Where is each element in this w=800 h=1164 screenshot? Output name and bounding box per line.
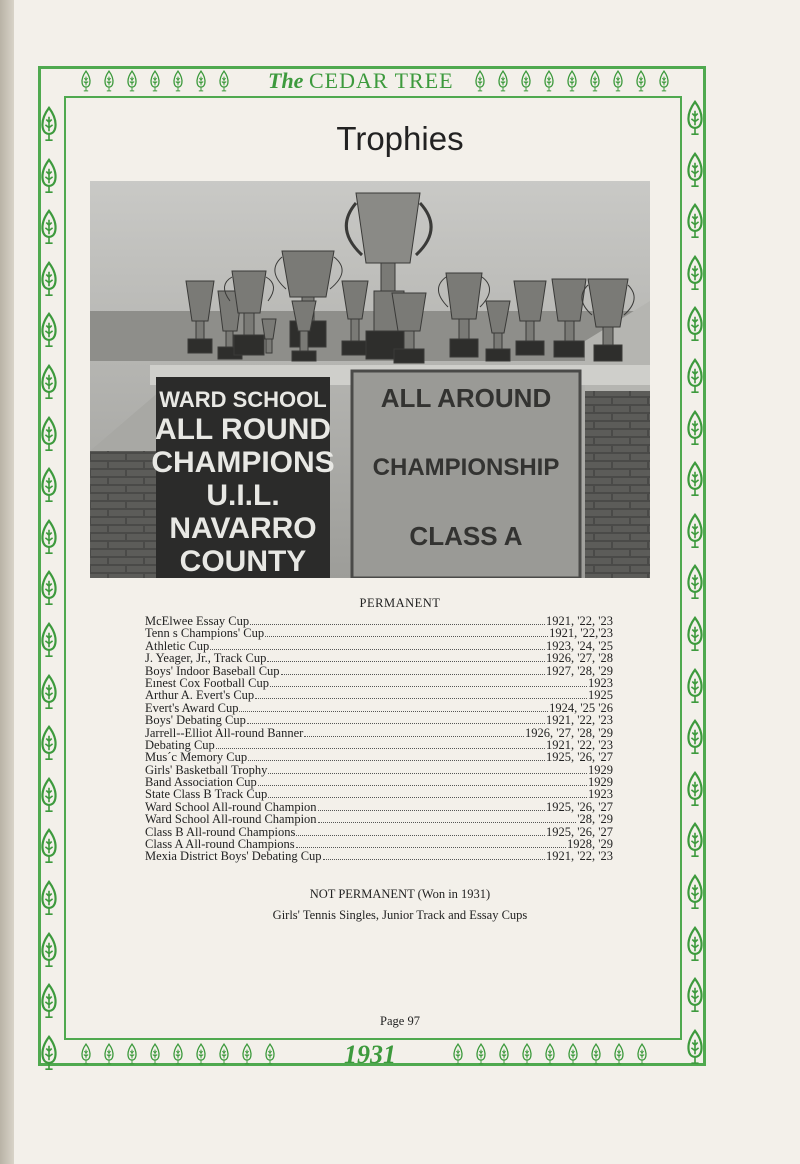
dot-leader <box>258 776 587 786</box>
cedar-tree-icon <box>40 209 58 245</box>
cedar-tree-icon <box>40 828 58 864</box>
cedar-tree-icon <box>686 564 704 600</box>
cedar-tree-icon <box>686 513 704 549</box>
cedar-tree-icon <box>686 977 704 1013</box>
dot-leader <box>304 727 524 737</box>
cedar-tree-icon <box>613 1043 625 1065</box>
trophy-years: 1923, '24, '25 <box>545 638 613 653</box>
running-header <box>268 68 454 96</box>
top-tree-row-right <box>474 70 670 92</box>
left-tree-column <box>40 106 58 1071</box>
cedar-tree-icon <box>40 158 58 194</box>
dot-leader <box>247 714 545 724</box>
cedar-tree-icon <box>40 725 58 761</box>
trophy-name: Eınest Cox Football Cup <box>145 675 269 690</box>
cedar-tree-icon <box>521 1043 533 1065</box>
trophy-name: Class A All-round Champions <box>145 837 295 852</box>
cedar-tree-icon <box>498 1043 510 1065</box>
trophy-name: State Class B Track Cup <box>145 787 268 802</box>
cedar-tree-icon <box>264 1043 276 1065</box>
cedar-tree-icon <box>566 70 578 92</box>
dot-leader <box>265 627 548 637</box>
cedar-tree-icon <box>636 1043 648 1065</box>
dot-leader <box>296 826 545 836</box>
trophy-row <box>145 788 613 800</box>
trophy-years: 1928, '29 <box>566 837 613 852</box>
banner-left-line: CHAMPIONS <box>151 446 335 479</box>
cedar-tree-icon <box>686 306 704 342</box>
banner-left-line: ALL ROUND <box>154 413 332 446</box>
cedar-tree-icon <box>686 358 704 394</box>
cedar-tree-icon <box>40 416 58 452</box>
bottom-tree-row-left <box>80 1043 276 1065</box>
banner-right-line: CHAMPIONSHIP <box>372 454 560 481</box>
trophy-name: Ward School All-round Champion <box>145 799 317 814</box>
cedar-tree-icon <box>686 822 704 858</box>
cedar-tree-icon <box>686 410 704 446</box>
not-permanent-text: Girls' Tennis Singles, Junior Track and Essay Cups <box>272 908 528 922</box>
cedar-tree-icon <box>40 932 58 968</box>
cedar-tree-icon <box>658 70 670 92</box>
cedar-tree-icon <box>686 1029 704 1065</box>
cedar-tree-icon <box>40 467 58 503</box>
cedar-tree-icon <box>686 461 704 497</box>
trophy-years: 1926, '27, '28 <box>545 651 613 666</box>
cedar-tree-icon <box>635 70 647 92</box>
top-tree-row-left <box>80 70 230 92</box>
cedar-tree-icon <box>686 668 704 704</box>
page-title: Trophies <box>336 120 464 157</box>
cedar-tree-icon <box>80 1043 92 1065</box>
dot-leader <box>239 702 548 712</box>
trophy-years: 1921, '22, '23 <box>545 614 613 628</box>
cedar-tree-icon <box>40 777 58 813</box>
trophy-name: Debating Cup <box>145 737 215 752</box>
cedar-tree-icon <box>567 1043 579 1065</box>
cedar-tree-icon <box>172 1043 184 1065</box>
cedar-tree-icon <box>149 70 161 92</box>
cedar-tree-icon <box>103 70 115 92</box>
trophy-years: 1926, '27, '28, '29 <box>524 725 613 740</box>
trophy-row <box>145 850 613 862</box>
cedar-tree-icon <box>686 203 704 239</box>
cedar-tree-icon <box>543 70 555 92</box>
dot-leader <box>268 788 587 798</box>
cedar-tree-icon <box>40 364 58 400</box>
banner-left-line: WARD SCHOOL <box>159 387 327 412</box>
trophy-name: Arthur A. Evert's Cup <box>145 688 255 703</box>
cedar-tree-icon <box>612 70 624 92</box>
dot-leader <box>296 838 566 848</box>
cedar-tree-icon <box>172 70 184 92</box>
trophy-years: 1923 <box>588 787 613 802</box>
trophy-row <box>145 627 613 639</box>
dot-leader <box>216 739 545 749</box>
header-cedar-tree: CEDAR TREE <box>308 68 454 93</box>
cedar-tree-icon <box>475 1043 487 1065</box>
cedar-tree-icon <box>195 70 207 92</box>
trophy-name: Jarrell--Elliot All-round Banner <box>145 725 304 740</box>
banner-right-line: CLASS A <box>409 521 523 551</box>
trophies-photo <box>90 181 650 578</box>
cedar-tree-icon <box>520 70 532 92</box>
trophy-years: 1925 <box>588 688 613 703</box>
cedar-tree-icon <box>241 1043 253 1065</box>
trophy-name: Boys' Indoor Baseball Cup <box>145 663 280 678</box>
trophy-years: 1921, '22,'23 <box>549 626 613 641</box>
dot-leader <box>318 801 545 811</box>
dot-leader <box>323 850 545 860</box>
trophy-years: 1925, '26, '27 <box>545 799 613 814</box>
trophy-years: 1924, '25 '26 <box>549 700 613 715</box>
trophy-row <box>145 689 613 701</box>
trophy-years: 1929 <box>588 762 613 777</box>
trophy-years: 1921, '22, '23 <box>545 849 613 864</box>
cedar-tree-icon <box>452 1043 464 1065</box>
trophy-name: Band Association Cup <box>145 775 257 790</box>
trophy-list <box>145 615 613 863</box>
trophy-row <box>145 727 613 739</box>
cedar-tree-icon <box>686 926 704 962</box>
cedar-tree-icon <box>544 1043 556 1065</box>
dot-leader <box>281 665 545 675</box>
trophy-row <box>145 813 613 825</box>
header-the: The <box>268 68 304 93</box>
page-number: Page 97 <box>380 1014 420 1028</box>
trophy-name: Class B All-round Champions <box>145 824 296 839</box>
trophy-name: Mexia District Boys' Debating Cup <box>145 849 322 864</box>
trophy-years: 1925, '26, '27 <box>545 824 613 839</box>
cedar-tree-icon <box>218 70 230 92</box>
cedar-tree-icon <box>590 1043 602 1065</box>
trophy-name: Evert's Award Cup <box>145 700 239 715</box>
cedar-tree-icon <box>40 674 58 710</box>
trophy-name: Tenn s Champions' Cup <box>145 626 265 641</box>
trophy-years: 1925, '26, '27 <box>545 750 613 765</box>
cedar-tree-icon <box>40 261 58 297</box>
cedar-tree-icon <box>686 255 704 291</box>
cedar-tree-icon <box>80 70 92 92</box>
trophy-name: Ward School All-round Champion <box>145 812 317 827</box>
trophy-years: 1921, '22, '23 <box>545 737 613 752</box>
cedar-tree-icon <box>126 70 138 92</box>
dot-leader <box>267 652 545 662</box>
trophy-name: Athletic Cup <box>145 638 210 653</box>
trophy-row <box>145 652 613 664</box>
permanent-heading: PERMANENT <box>359 596 441 610</box>
banner-right-line: ALL AROUND <box>380 383 552 413</box>
banner-left-line: COUNTY <box>179 545 307 578</box>
cedar-tree-icon <box>40 519 58 555</box>
trophy-years: 1929 <box>588 775 613 790</box>
trophy-years: 1921, '22, '23 <box>545 713 613 728</box>
cedar-tree-icon <box>40 1035 58 1071</box>
dot-leader <box>318 813 577 823</box>
cedar-tree-icon <box>589 70 601 92</box>
footer-year: 1931 <box>344 1040 396 1069</box>
bottom-tree-row-right <box>452 1043 648 1065</box>
banner-left-line: NAVARRO <box>169 512 317 545</box>
cedar-tree-icon <box>218 1043 230 1065</box>
cedar-tree-icon <box>195 1043 207 1065</box>
banner-left-line: U.I.L. <box>206 479 280 512</box>
dot-leader <box>268 764 587 774</box>
cedar-tree-icon <box>497 70 509 92</box>
trophy-name: McElwee Essay Cup <box>145 614 250 628</box>
trophy-row <box>145 751 613 763</box>
trophy-name: Girls' Basketball Trophy <box>145 762 268 777</box>
dot-leader <box>250 615 545 625</box>
cedar-tree-icon <box>686 771 704 807</box>
cedar-tree-icon <box>126 1043 138 1065</box>
trophy-name: Boys' Debating Cup <box>145 713 246 728</box>
trophy-years: 1927, '28, '29 <box>545 663 613 678</box>
dot-leader <box>210 640 545 650</box>
dot-leader <box>248 751 545 761</box>
cedar-tree-icon <box>686 616 704 652</box>
cedar-tree-icon <box>40 622 58 658</box>
cedar-tree-icon <box>686 719 704 755</box>
cedar-tree-icon <box>103 1043 115 1065</box>
book-spine-shadow <box>0 0 14 1164</box>
trophy-row <box>145 714 613 726</box>
trophy-name: J. Yeager, Jr., Track Cup <box>145 651 267 666</box>
cedar-tree-icon <box>474 70 486 92</box>
cedar-tree-icon <box>40 312 58 348</box>
trophy-years: '28, '29 <box>577 812 613 827</box>
not-permanent-heading: NOT PERMANENT (Won in 1931) <box>309 887 491 901</box>
cedar-tree-icon <box>149 1043 161 1065</box>
dot-leader <box>270 677 587 687</box>
dot-leader <box>255 689 587 699</box>
trophy-years: 1923 <box>588 675 613 690</box>
trophy-name: Mus´c Memory Cup <box>145 750 248 765</box>
